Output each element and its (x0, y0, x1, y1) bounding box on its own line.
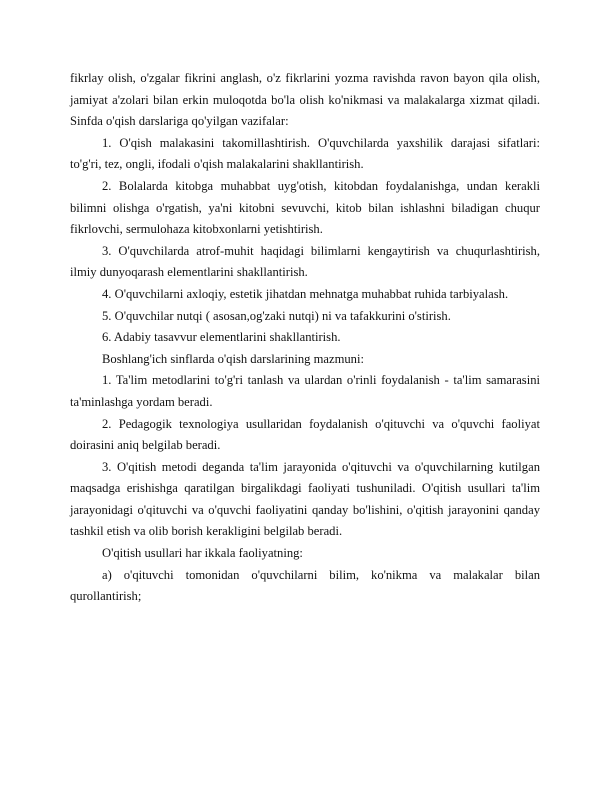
paragraph-methods-intro: O'qitish usullari har ikkala faoliyatning: (102, 546, 303, 561)
paragraph-methods-a: a) o'qituvchi tomonidan o'quvchilarni bilim, ko'nikma va malakalar bilan qurollantirish; (70, 567, 540, 604)
paragraph-task-1: 1. O'qish malakasini takomillashtirish. O'quvchilarda yaxshilik darajasi sifatlari: to'g'ri, tez, ongli, ifodali o'qish malakalarini shakllantirish. (70, 135, 540, 172)
paragraph-content-3: 3. O'qitish metodi deganda ta'lim jarayonida o'qituvchi va o'quvchilarning kutilgan maqsadga erishishga qaratilgan birgalikdagi faoliyati tushuniladi. O'qitish usullari ta'lim jarayonidagi o'qituvchi va o'quvchi faoliyatini qanday bo'lishini, o'qitish jarayonini qanday tashkil etish va olib borish kerakligini belgilab beradi. (70, 459, 540, 539)
paragraph-content-1: 1. Ta'lim metodlarini to'g'ri tanlash va ulardan o'rinli foydalanish - ta'lim samarasini ta'minlashga yordam beradi. (70, 373, 540, 409)
paragraph-task-5: 5. O'quvchilar nutqi ( asosan,og'zaki nutqi) ni va tafakkurini o'stirish. (102, 308, 451, 323)
paragraph-continuation: fikrlay olish, o'zgalar fikrini anglash, o'z fikrlarini yozma ravishda ravon bayon qila olish, jamiyat a'zolari bilan erkin muloqotda bo'la olish ko'nikmasi va malakalarga xizmat qiladi. Sinfda o'qish darslariga qo'yilgan vazifalar: (70, 71, 540, 129)
paragraph-task-3: 3. O'quvchilarda atrof-muhit haqidagi bilimlarni kengaytirish va chuqurlashtirish, ilmiy dunyoqarash elementlarini shakllantirish. (70, 243, 540, 280)
paragraph-content-2: 2. Pedagogik texnologiya usullaridan foydalanish o'qituvchi va o'quvchi faoliyat doirasini aniq belgilab beradi. (70, 416, 540, 453)
paragraph-task-4: 4. O'quvchilarni axloqiy, estetik jihatdan mehnatga muhabbat ruhida tarbiyalash. (102, 286, 509, 301)
paragraph-task-6: 6. Adabiy tasavvur elementlarini shakllantirish. (102, 330, 341, 345)
paragraph-content-heading: Boshlang'ich sinflarda o'qish darslarining mazmuni: (102, 351, 364, 366)
document-body (70, 68, 540, 608)
paragraph-task-2: 2. Bolalarda kitobga muhabbat uyg'otish, kitobdan foydalanishga, undan kerakli bilimni olishga o'rgatish, ya'ni kitobni sevuvchi, kitob bilan ishlashni biladigan chuqur fikrlovchi, sermulohaza kitobxonlarni yetishtirish. (70, 178, 540, 237)
